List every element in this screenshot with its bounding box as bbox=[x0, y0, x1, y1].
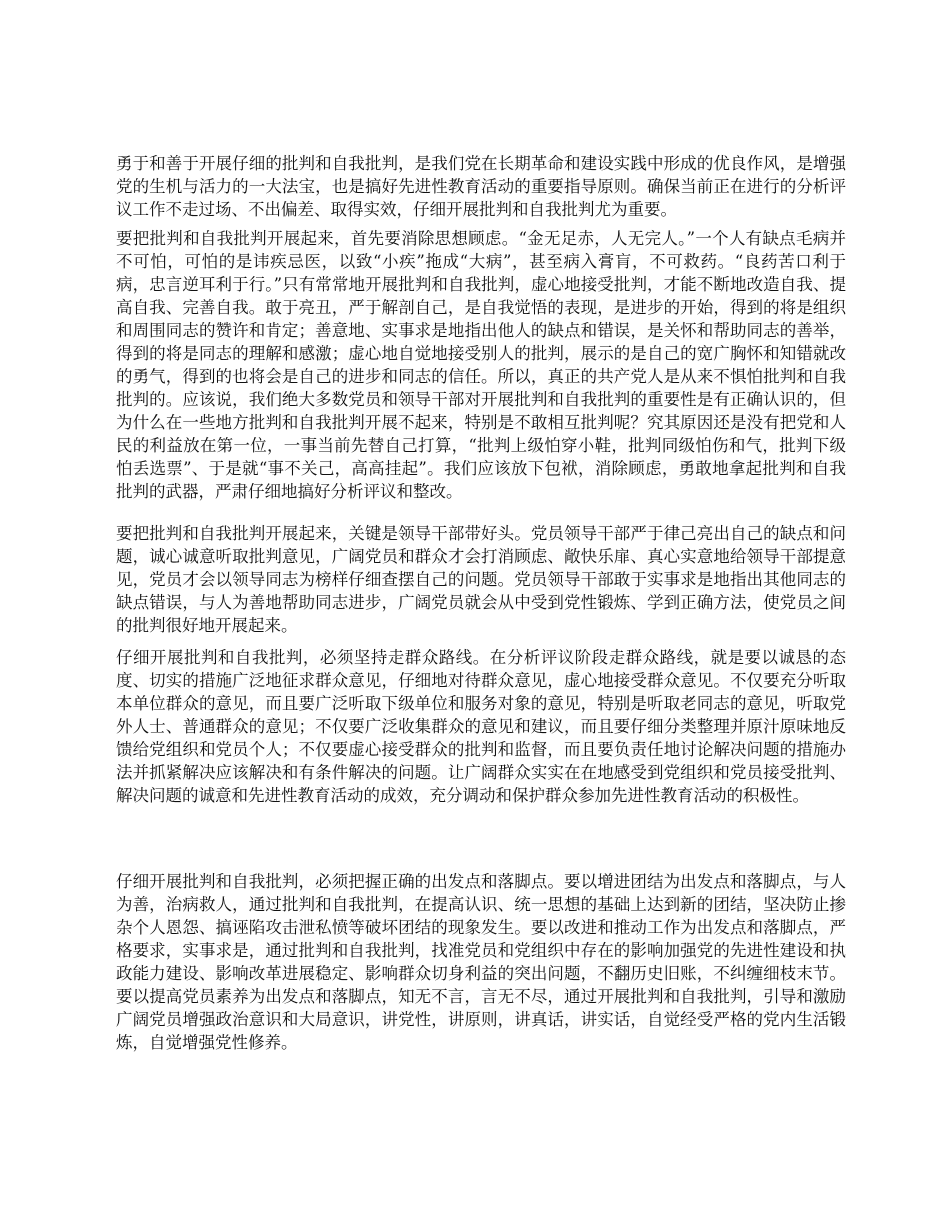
paragraph-5: 仔细开展批判和自我批判，必须把握正确的出发点和落脚点。要以增进团结为出发点和落脚点，与人为善，治病救人，通过批判和自我批判，在提高认识、统一思想的基础上达到新的团结，坚决防止掺杂个人恩怨、搞诬陷攻击泄私愤等破坏团结的现象发生。要以改进和推动工作为出发点和落脚点，严格要求，实事求是，通过批判和自我批判，找准党员和党组织中存在的影响加强党的先进性建设和执政能力建设、影响改革进展稳定、影响群众切身利益的突出问题，不翻历史旧账，不纠缠细枝末节。要以提高党员素养为出发点和落脚点，知无不言，言无不尽，通过开展批判和自我批判，引导和激励广阔党员增强政治意识和大局意识，讲党性，讲原则，讲真话，讲实话，自觉经受严格的党内生活锻炼，自觉增强党性修养。 bbox=[116, 872, 846, 1052]
paragraph-3: 要把批判和自我批判开展起来，关键是领导干部带好头。党员领导干部严于律己亮出自己的缺点和问题，诚心诚意听取批判意见，广阔党员和群众才会打消顾虑、敞快乐扉、真心实意地给领导干部提意见，党员才会以领导同志为榜样仔细查摆自己的问题。党员领导干部敢于实事求是地指出其他同志的缺点错误，与人为善地帮助同志进步，广阔党员就会从中受到党性锻炼、学到正确方法，使党员之间的批判很好地开展起来。 bbox=[116, 524, 846, 635]
paragraph-4: 仔细开展批判和自我批判，必须坚持走群众路线。在分析评议阶段走群众路线，就是要以诚恳的态度、切实的措施广泛地征求群众意见，仔细地对待群众意见，虚心地接受群众意见。不仅要充分听取本单位群众的意见，而且要广泛听取下级单位和服务对象的意见，特别是听取老同志的意见，听取党外人士、普通群众的意见；不仅要广泛收集群众的意见和建议，而且要仔细分类整理并原汁原味地反馈给党组织和党员个人；不仅要虚心接受群众的批判和监督，而且要负责任地讨论解决问题的措施办法并抓紧解决应该解决和有条件解决的问题。让广阔群众实实在在地感受到党组织和党员接受批判、解决问题的诚意和先进性教育活动的成效，充分调动和保护群众参加先进性教育活动的积极性。 bbox=[116, 648, 846, 805]
paragraph-2: 要把批判和自我批判开展起来，首先要消除思想顾虑。“金无足赤，人无完人。”一个人有缺点毛病并不可怕，可怕的是讳疾忌医，以致“小疾”拖成“大病”，甚至病入膏肓，不可救药。“良药苦口利于病，忠言逆耳利于行。”只有常常地开展批判和自我批判，虚心地接受批判，才能不断地改造自我、提高自我、完善自我。敢于亮丑，严于解剖自己，是自我觉悟的表现，是进步的开始，得到的将是组织和周围同志的赞许和肯定；善意地、实事求是地指出他人的缺点和错误，是关怀和帮助同志的善举，得到的将是同志的理解和感激；虚心地自觉地接受别人的批判，展示的是自己的宽广胸怀和知错就改的勇气，得到的也将会是自己的进步和同志的信任。所以，真正的共产党人是从来不惧怕批判和自我批判的。应该说，我们绝大多数党员和领导干部对开展批判和自我批判的重要性是有正确认识的，但为什么在一些地方批判和自我批判开展不起来，特别是不敢相互批判呢？究其原因还是没有把党和人民的利益放在第一位，一事当前先替自己打算，“批判上级怕穿小鞋，批判同级怕伤和气，批判下级怕丢选票”、于是就“事不关己，高高挂起”。我们应该放下包袱，消除顾虑，勇敢地拿起批判和自我批判的武器，严肃仔细地搞好分析评议和整改。 bbox=[116, 229, 846, 501]
paragraph-1: 勇于和善于开展仔细的批判和自我批判，是我们党在长期革命和建设实践中形成的优良作风，是增强党的生机与活力的一大法宝，也是搞好先进性教育活动的重要指导原则。确保当前正在进行的分析评议工作不走过场、不出偏差、取得实效，仔细开展批判和自我批判尤为重要。 bbox=[116, 154, 846, 219]
